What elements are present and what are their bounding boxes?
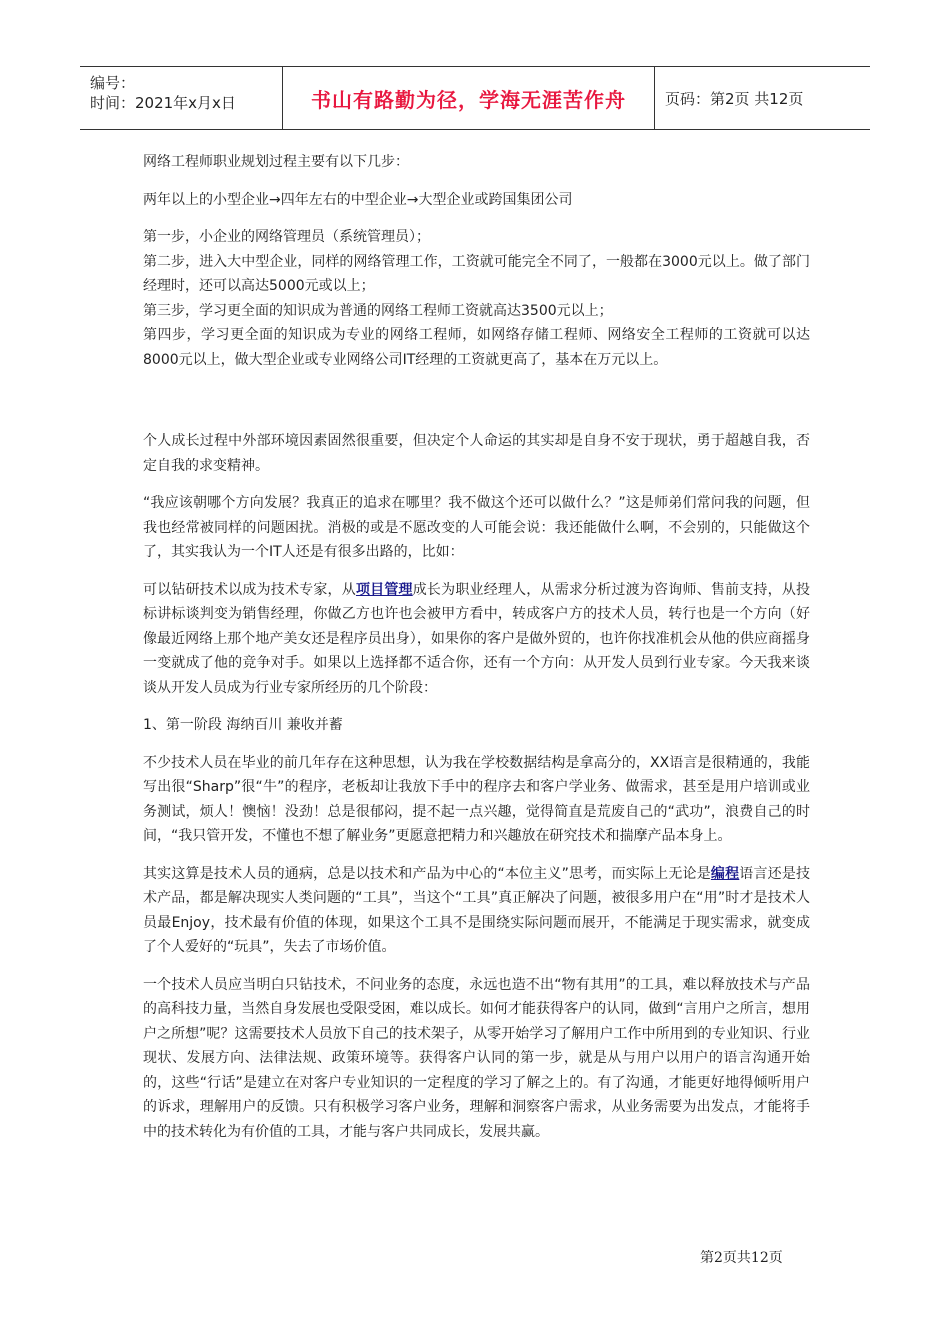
paragraph: 网络工程师职业规划过程主要有以下几步： bbox=[143, 154, 409, 170]
header-motto: 书山有路勤为径，学海无涯苦作舟 bbox=[283, 67, 655, 129]
paragraph bbox=[143, 578, 810, 701]
paragraph: 第四步，学习更全面的知识成为专业的网络工程师，如网络存储工程师、网络安全工程师的工资就可以达8000元以上，做大型企业或专业网络公司IT经理的工资就更高了，基本在万元以上。 bbox=[143, 327, 810, 368]
document-header bbox=[80, 66, 870, 130]
paragraph: 不少技术人员在毕业的前几年存在这种思想，认为我在学校数据结构是拿高分的，XX语言是很精通的，我能写出很“Sharp”很“牛”的程序，老板却让我放下手中的程序去和客户学业务、做需求，甚至是用户培训或业务测试，烦人！懊恼！没劲！总是很郁闷，提不起一点兴趣，觉得简直是荒废自己的“武功”，浪费自己的时间，“我只管开发，不懂也不想了解业务”更愿意把精力和兴趣放在研究技术和揣摩产品本身上。 bbox=[143, 754, 810, 844]
paragraph: 一个技术人员应当明白只钻技术，不问业务的态度，永远也造不出“物有其用”的工具，难以释放技术与产品的高科技力量，当然自身发展也受限受困，难以成长。如何才能获得客户的认同，做到“言用户之所言，想用户之所想”呢？这需要技术人员放下自己的技术架子，从零开始学习了解用户工作中所用到的专业知识、行业现状、发展方向、法律法规、政策环境等。获得客户认同的第一步，就是从与用户以用户的语言沟通开始的，这些“行话”是建立在对客户专业知识的一定程度的学习了解之上的。有了沟通，才能更好地得倾听用户的诉求，理解用户的反馈。只有积极学习客户业务，理解和洞察客户需求，从业务需要为出发点，才能将手中的技术转化为有价值的工具，才能与客户共同成长，发展共赢。 bbox=[143, 976, 810, 1140]
text-run: 可以钻研技术以成为技术专家，从 bbox=[143, 581, 356, 598]
text-run: 成长为职业经理人，从需求分析过渡为咨询师、售前支持，从投标讲标谈判变为销售经理，你做乙方也许也会被甲方看中，转成客户方的技术人员，转行也是一个方向（好像最近网络上那个地产美女还是程序员出身），如果你的客户是做外贸的，也许你找准机会从他的供应商摇身一变就成了他的竞争对手。如果以上选择都不适合你，还有一个方向：从开发人员到行业专家。今天我来谈谈从开发人员成为行业专家所经历的几个阶段： bbox=[143, 581, 811, 696]
text-run: 其实这算是技术人员的通病，总是以技术和产品为中心的“本位主义”思考，而实际上无论是 bbox=[143, 865, 711, 882]
paragraph: 第一步，小企业的网络管理员（系统管理员）； bbox=[143, 229, 430, 245]
paragraph: 第三步，学习更全面的知识成为普通的网络工程师工资就高达3500元以上； bbox=[143, 302, 613, 319]
document-body bbox=[143, 150, 810, 1157]
header-meta-cell bbox=[80, 67, 283, 129]
paragraph: 两年以上的小型企业→四年左右的中型企业→大型企业或跨国集团公司 bbox=[143, 191, 573, 208]
page-footer: 第2页共12页 bbox=[700, 1250, 783, 1266]
programming-link[interactable]: 编程 bbox=[710, 865, 740, 882]
paragraph: “我应该朝哪个方向发展？我真正的追求在哪里？我不做这个还可以做什么？”这是师弟们常问我的问题，但我也经常被同样的问题困扰。消极的或是不愿改变的人可能会说：我还能做什么啊，不会别的，只能做这个了，其实我认为一个IT人还是有很多出路的，比如： bbox=[143, 495, 810, 560]
text-run: 语言还是技术产品，都是解决现实人类问题的“工具”，当这个“工具”真正解决了问题，被很多用户在“用”时才是技术人员最Enjoy，技术最有价值的体现，如果这个工具不是围绕实际问题而展开，不能满足于现实需求，就变成了个人爱好的“玩具”，失去了市场价值。 bbox=[143, 865, 811, 955]
project-management-link[interactable]: 项目管理 bbox=[355, 581, 413, 598]
section-heading: 1、第一阶段 海纳百川 兼收并蓄 bbox=[143, 717, 343, 733]
blank-space bbox=[143, 385, 810, 429]
paragraph bbox=[143, 862, 810, 960]
header-page-number: 页码：第2页 共12页 bbox=[665, 89, 804, 108]
document-number-label: 编号： bbox=[90, 74, 136, 92]
paragraph: 第二步，进入大中型企业，同样的网络管理工作，工资就可能完全不同了，一般都在3000元以上。做了部门经理时，还可以高达5000元或以上； bbox=[143, 253, 810, 294]
document-time-label: 时间：2021年x月x日 bbox=[90, 94, 236, 112]
paragraph: 个人成长过程中外部环境因素固然很重要，但决定个人命运的其实却是自身不安于现状，勇于超越自我，否定自我的求变精神。 bbox=[143, 433, 810, 474]
